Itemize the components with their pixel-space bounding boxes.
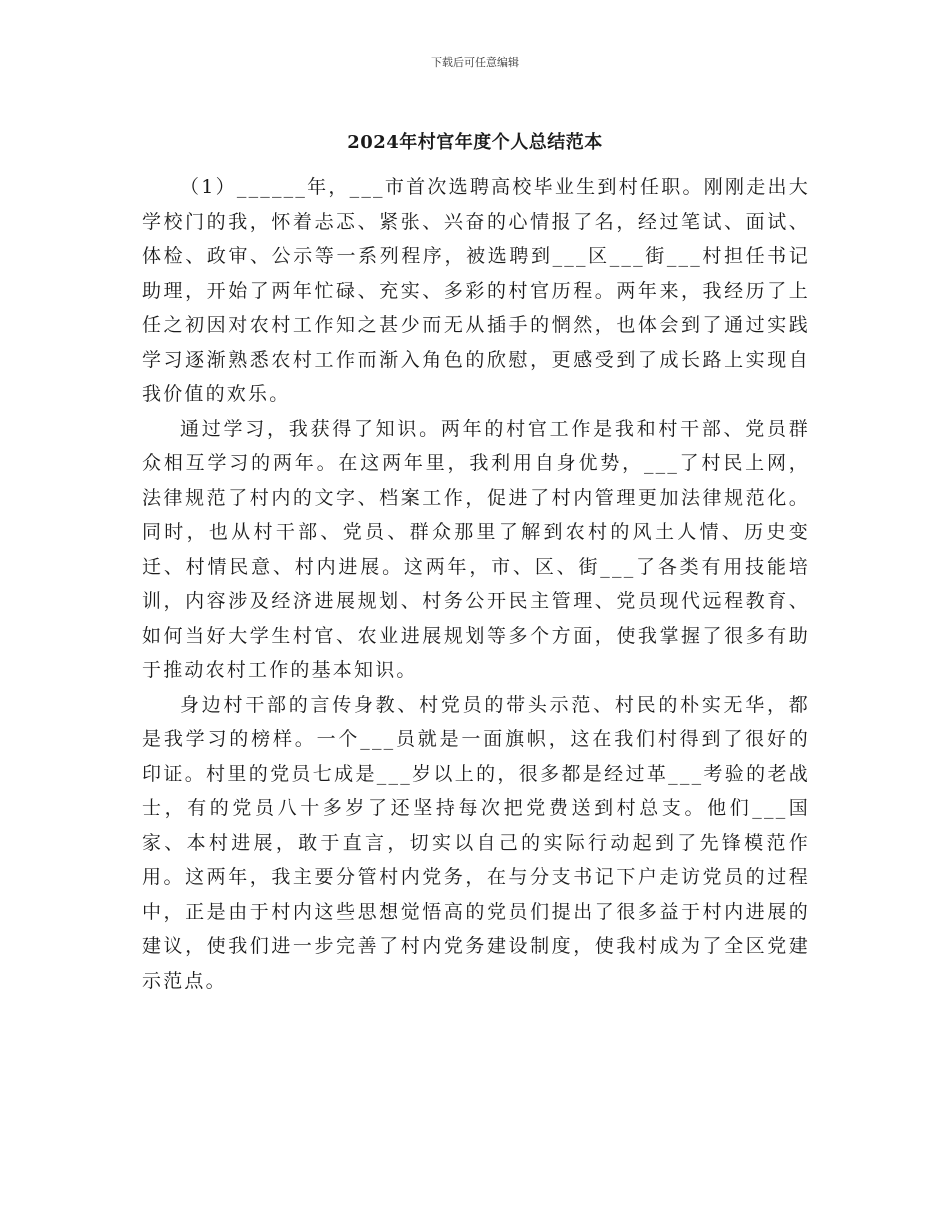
paragraph-2: 通过学习，我获得了知识。两年的村官工作是我和村干部、党员群众相互学习的两年。在这两年里，我利用自身优势，___了村民上网，法律规范了村内的文字、档案工作，促进了村内管理更加法律规范化。同时，也从村干部、党员、群众那里了解到农村的风土人情、历史变迁、村情民意、村内进展。这两年，市、区、街___了各类有用技能培训，内容涉及经济进展规划、村务公开民主管理、党员现代远程教育、如何当好大学生村官、农业进展规划等多个方面，使我掌握了很多有助于推动农村工作的基本知识。 — [142, 417, 810, 681]
document-body — [142, 170, 810, 998]
paragraph-3: 身边村干部的言传身教、村党员的带头示范、村民的朴实无华，都是我学习的榜样。一个___员就是一面旗帜，这在我们村得到了很好的印证。村里的党员七成是___岁以上的，很多都是经过革___考验的老战士，有的党员八十多岁了还坚持每次把党费送到村总支。他们___国家、本村进展，敢于直言，切实以自己的实际行动起到了先锋模范作用。这两年，我主要分管村内党务，在与分支书记下户走访党员的过程中，正是由于村内这些思想觉悟高的党员们提出了很多益于村内进展的建议，使我们进一步完善了村内党务建设制度，使我村成为了全区党建示范点。 — [142, 693, 810, 992]
document-title: 2024年村官年度个人总结范本 — [347, 132, 603, 153]
paragraph-1: （1）______年，___市首次选聘高校毕业生到村任职。刚刚走出大学校门的我，怀着忐忑、紧张、兴奋的心情报了名，经过笔试、面试、体检、政审、公示等一系列程序，被选聘到___区___街___村担任书记助理，开始了两年忙碌、充实、多彩的村官历程。两年来，我经历了上任之初因对农村工作知之甚少而无从插手的惘然，也体会到了通过实践学习逐渐熟悉农村工作而渐入角色的欣慰，更感受到了成长路上实现自我价值的欢乐。 — [142, 176, 810, 405]
page-header-note: 下载后可任意编辑 — [431, 56, 519, 69]
